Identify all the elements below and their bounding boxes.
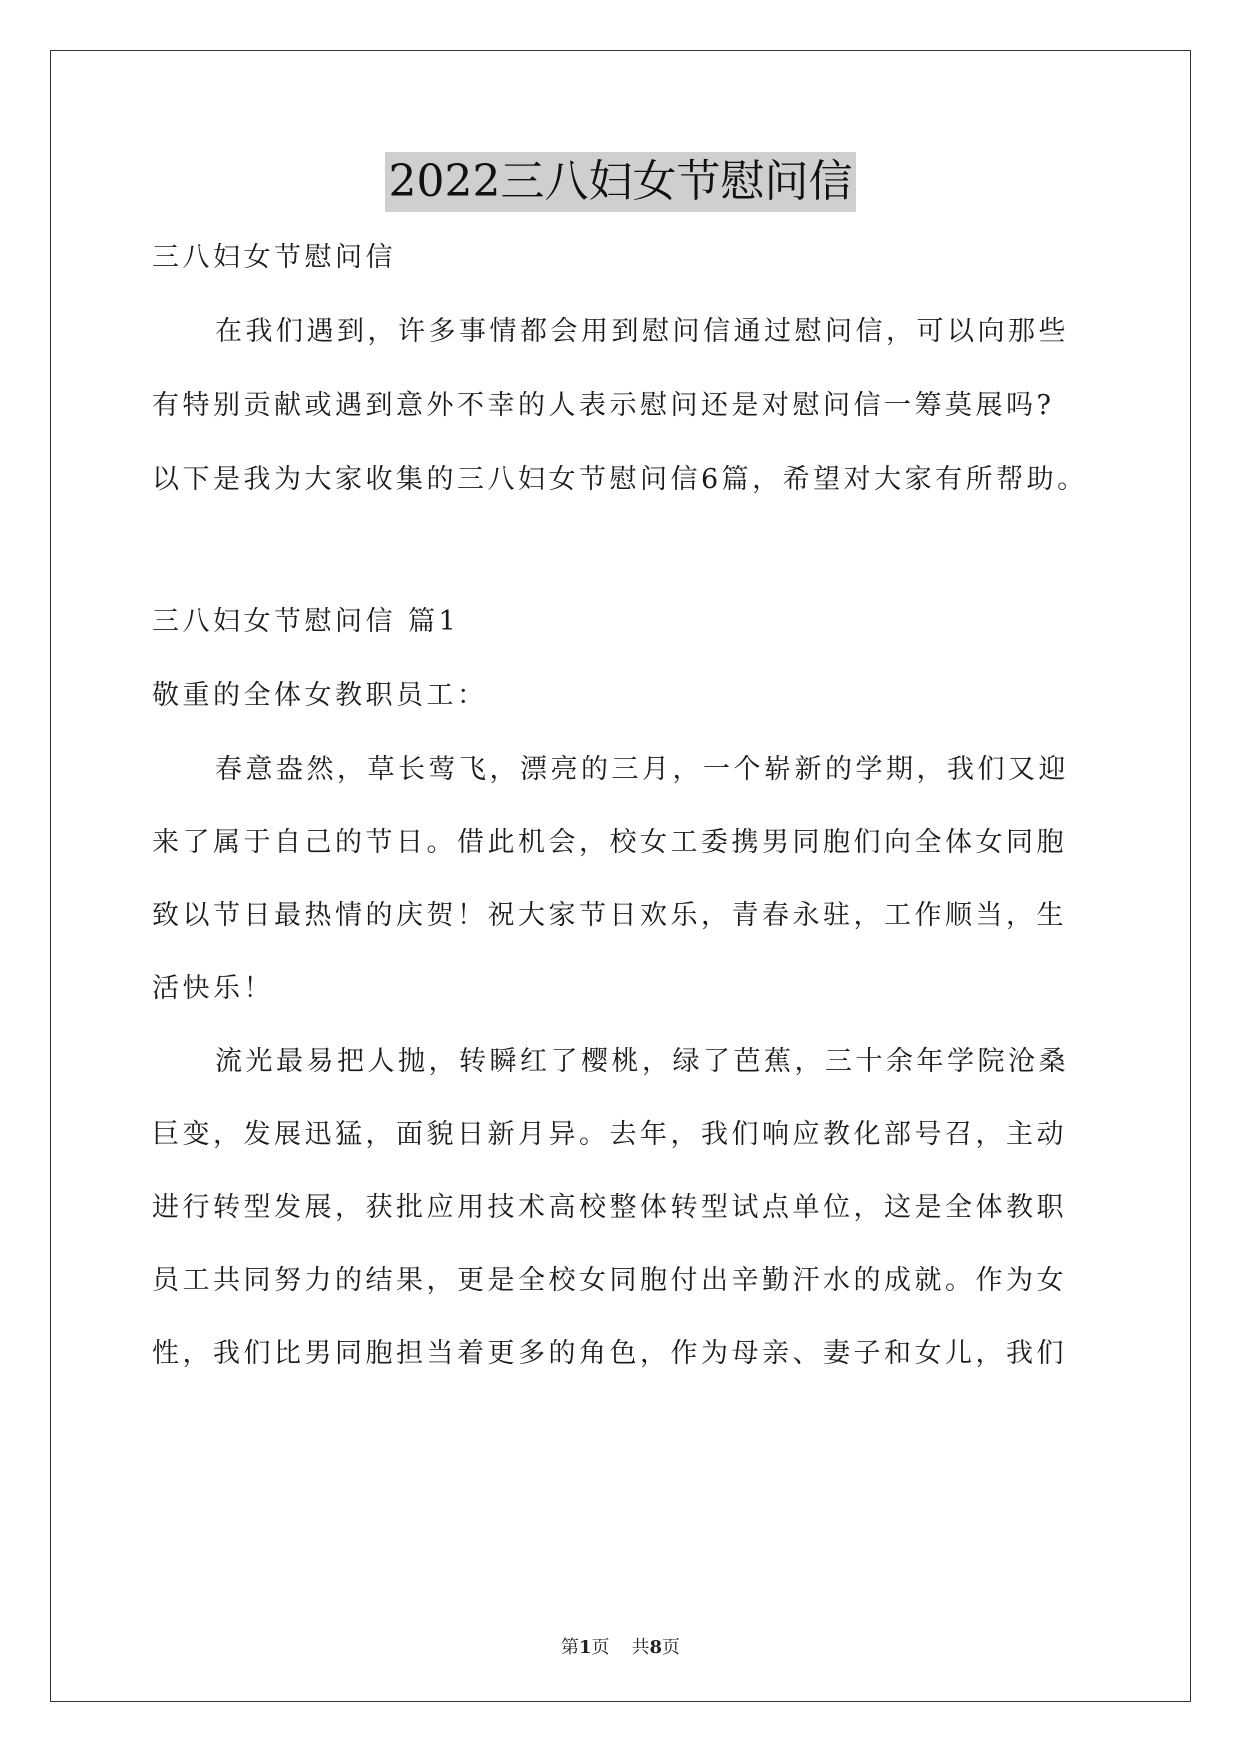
page-prefix: 第 [560, 1637, 579, 1658]
paragraph-line: 流光最易把人抛，转瞬红了樱桃，绿了芭蕉，三十余年学院沧桑 [215, 1046, 1069, 1077]
paragraph-line: 性，我们比男同胞担当着更多的角色，作为母亲、妻子和女儿，我们 [152, 1338, 1067, 1369]
page-suffix: 页 [591, 1637, 610, 1658]
paragraph-line: 进行转型发展，获批应用技术高校整体转型试点单位，这是全体教职 [152, 1192, 1067, 1223]
paragraph-line: 活快乐！ [152, 973, 274, 1004]
page-border [50, 50, 1191, 1702]
page-total: 8 [649, 1637, 663, 1658]
paragraph-line: 春意盎然，草长莺飞，漂亮的三月，一个崭新的学期，我们又迎 [215, 754, 1069, 785]
total-prefix: 共 [631, 1637, 650, 1658]
section-heading: 三八妇女节慰问信 篇1 [152, 606, 460, 637]
page-footer [0, 1636, 1241, 1660]
document-title: 2022三八妇女节慰问信 [385, 152, 857, 212]
paragraph-line: 员工共同努力的结果，更是全校女同胞付出辛勤汗水的成就。作为女 [152, 1265, 1067, 1296]
page-current: 1 [578, 1637, 592, 1658]
salutation-line: 敬重的全体女教职员工： [152, 680, 488, 711]
paragraph-line: 致以节日最热情的庆贺！祝大家节日欢乐，青春永驻，工作顺当，生 [152, 900, 1067, 931]
paragraph-line: 来了属于自己的节日。借此机会，校女工委携男同胞们向全体女同胞 [152, 827, 1067, 858]
total-suffix: 页 [662, 1637, 681, 1658]
paragraph-line: 在我们遇到，许多事情都会用到慰问信通过慰问信，可以向那些 [215, 316, 1069, 347]
paragraph-line: 以下是我为大家收集的三八妇女节慰问信6篇，希望对大家有所帮助。 [152, 464, 1088, 495]
paragraph-line: 巨变，发展迅猛，面貌日新月异。去年，我们响应教化部号召，主动 [152, 1119, 1067, 1150]
title-container [0, 152, 1241, 212]
paragraph-line: 有特别贡献或遇到意外不幸的人表示慰问还是对慰问信一筹莫展吗? [152, 390, 1055, 421]
subtitle-line: 三八妇女节慰问信 [152, 242, 396, 273]
